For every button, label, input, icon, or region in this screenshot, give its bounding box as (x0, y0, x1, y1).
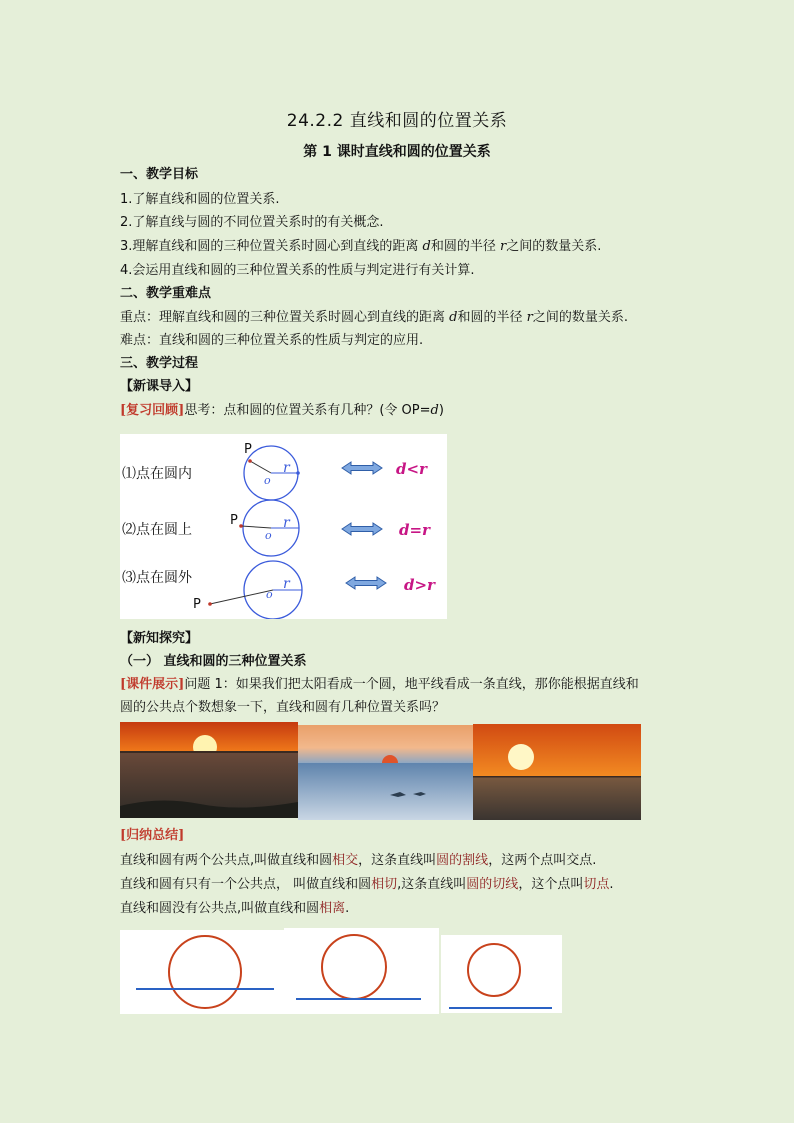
section-heading-key-points: 二、教学重难点 (120, 286, 212, 301)
p-label-3: P (193, 597, 201, 612)
r-label-1: r (283, 460, 290, 476)
o-label-1: o (264, 474, 271, 487)
row2-label: ⑵点在圆上 (122, 522, 192, 538)
point-p-3 (208, 602, 212, 606)
segment-op-3 (210, 590, 273, 604)
figure-tangent (284, 928, 439, 1014)
p-label-2: P (230, 513, 238, 528)
relation-1: d<r (396, 460, 427, 478)
double-arrow-1-icon (342, 462, 382, 474)
sunset-photo-tangent (298, 725, 473, 820)
row1-label: ⑴点在圆内 (122, 466, 192, 482)
section-heading-process: 三、教学过程 (120, 356, 199, 371)
section-heading-goals: 一、教学目标 (120, 167, 199, 182)
circle-intersect (169, 936, 241, 1008)
relation-2: d=r (399, 521, 430, 539)
summary-separate: 直线和圆没有公共点,叫做直线和圆相离. (120, 901, 350, 916)
circle-tangent (322, 935, 386, 999)
intro-heading: 【新课导入】 (120, 379, 199, 394)
summary-intersect: 直线和圆有两个公共点,叫做直线和圆相交，这条直线叫圆的割线，这两个点叫交点. (120, 853, 597, 868)
goal-1: 1.了解直线和圆的位置关系. (120, 192, 280, 207)
goal-2: 2.了解直线与圆的不同位置关系时的有关概念. (120, 215, 384, 230)
explore-heading: 【新知探究】 (120, 631, 199, 646)
double-arrow-2-icon (342, 523, 382, 535)
key-point: 重点：理解直线和圆的三种位置关系时圆心到直线的距离 d和圆的半径 r之间的数量关系. (120, 310, 628, 325)
o-label-2: o (265, 529, 272, 542)
radius-end-1 (296, 471, 300, 475)
difficulty-point: 难点：直线和圆的三种位置关系的性质与判定的应用. (120, 333, 424, 348)
double-arrow-3-icon (346, 577, 386, 589)
p-label-1: P (244, 442, 252, 457)
figure-separate (441, 935, 562, 1013)
page-title: 24.2.2 直线和圆的位置关系 (286, 111, 508, 131)
point-circle-figure (120, 434, 447, 619)
relation-3: d>r (404, 576, 435, 594)
summary-tangent: 直线和圆有只有一个公共点， 叫做直线和圆相切,这条直线叫圆的切线，这个点叫切点. (120, 877, 614, 892)
summary-tag: [归纳总结] (120, 828, 185, 843)
question1-line2: 圆的公共点个数想象一下，直线和圆有几种位置关系吗？ (120, 700, 446, 715)
review-line: [复习回顾]思考：点和圆的位置关系有几种？(令 OP=d) (120, 403, 444, 418)
point-p-1 (248, 459, 252, 463)
segment-op-1 (250, 461, 271, 473)
point-circle-diagram (120, 434, 447, 619)
question1-line1: [课件展示]问题 1：如果我们把太阳看成一个圆，地平线看成一条直线，那你能根据直线和 (120, 677, 639, 692)
sunset-photo-separate (473, 724, 641, 820)
goal-3: 3.理解直线和圆的三种位置关系时圆心到直线的距离 d和圆的半径 r之间的数量关系. (120, 239, 602, 254)
segment-op-2 (241, 526, 271, 528)
figure-intersect (120, 930, 284, 1014)
o-label-3: o (266, 588, 273, 601)
r-label-2: r (283, 515, 290, 531)
point-p-2 (239, 524, 243, 528)
page-subtitle: 第 1 课时直线和圆的位置关系 (303, 144, 491, 160)
goal-4: 4.会运用直线和圆的三种位置关系的性质与判定进行有关计算. (120, 263, 475, 278)
sunset-photo-secant (120, 722, 298, 818)
r-label-3: r (283, 576, 290, 592)
part1-heading: （一） 直线和圆的三种位置关系 (120, 654, 307, 669)
row3-label: ⑶点在圆外 (122, 570, 192, 586)
circle-separate (468, 944, 520, 996)
